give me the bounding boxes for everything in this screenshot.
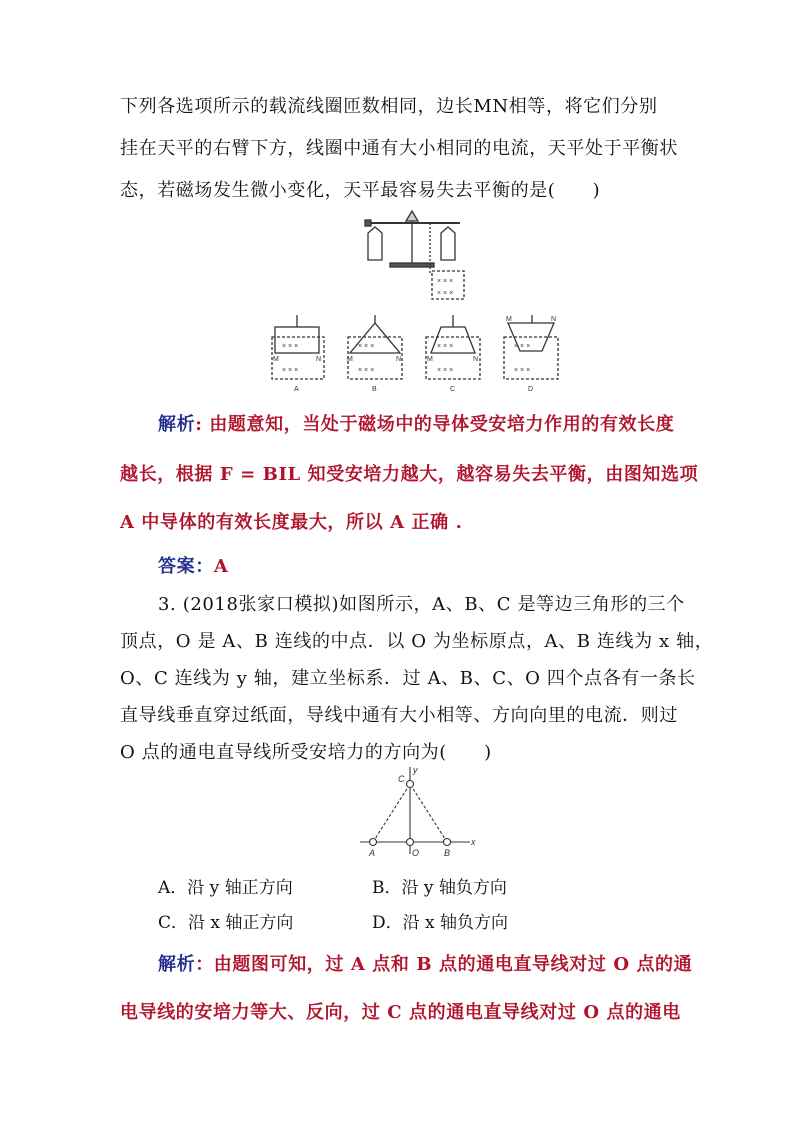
point-a-label: A — [369, 848, 376, 858]
svg-text:N: N — [473, 356, 479, 363]
point-c-label: C — [398, 774, 405, 784]
option-d: D．沿 x 轴负方向 — [372, 913, 509, 933]
svg-text:× × ×: × × × — [437, 343, 454, 350]
triangle-figure — [355, 762, 485, 862]
q3-line-3: O、C 连线为 y 轴，建立坐标系．过 A、B、C、O 四个点各有一条长 — [120, 668, 696, 689]
y-axis-label: y — [413, 765, 418, 775]
sol2-line-3: A 中导体的有效长度最大，所以 A 正确 . — [120, 512, 463, 533]
svg-text:× × ×: × × × — [282, 343, 299, 350]
balance-figure — [270, 205, 557, 405]
q2-line-2: 挂在天平的右臂下方，线圈中通有大小相同的电流，天平处于平衡状 — [120, 138, 678, 159]
svg-text:× × ×: × × × — [437, 278, 454, 285]
option-c-label: C — [450, 386, 456, 393]
x-axis-label: x — [471, 837, 476, 847]
svg-text:× × ×: × × × — [282, 367, 299, 374]
solution-label: 解析 — [158, 414, 196, 435]
svg-text:× × ×: × × × — [358, 367, 375, 374]
svg-text:N: N — [551, 316, 557, 323]
sol3-line-1: 解析：由题图可知，过 A 点和 B 点的通电直导线对过 O 点的通 — [158, 954, 693, 975]
svg-text:N: N — [396, 356, 402, 363]
svg-text:M: M — [427, 356, 433, 363]
q2-line-1: 下列各选项所示的载流线圈匝数相同，边长MN相等，将它们分别 — [120, 96, 658, 117]
q2-line-3: 态，若磁场发生微小变化，天平最容易失去平衡的是( ) — [120, 180, 601, 201]
sol2-line-2: 越长，根据 F = BIL 知受安培力越大，越容易失去平衡，由图知选项 — [120, 464, 699, 485]
answer-label: 答案： — [158, 556, 214, 577]
option-b: B．沿 y 轴负方向 — [372, 878, 507, 898]
svg-text:× × ×: × × × — [437, 290, 454, 297]
svg-text:× × ×: × × × — [437, 367, 454, 374]
answer-line — [158, 552, 228, 578]
solution-label-2: 解析 — [158, 954, 196, 975]
svg-text:M: M — [347, 356, 353, 363]
option-a-label: A — [294, 386, 299, 393]
svg-text:× × ×: × × × — [514, 343, 531, 350]
point-o-label: O — [412, 848, 420, 858]
answer-value: A — [213, 556, 229, 577]
svg-text:× × ×: × × × — [514, 367, 531, 374]
q3-line-2: 顶点，O 是 A、B 连线的中点．以 O 为坐标原点，A、B 连线为 x 轴， — [120, 631, 714, 652]
q3-line-4: 直导线垂直穿过纸面，导线中通有大小相等、方向向里的电流．则过 — [120, 705, 678, 726]
sol3-line-2: 电导线的安培力等大、反向，过 C 点的通电直导线对过 O 点的通电 — [120, 1002, 681, 1023]
option-d-label: D — [528, 386, 534, 393]
svg-text:× × ×: × × × — [358, 343, 375, 350]
point-b-label: B — [444, 848, 451, 858]
sol2-line-1: 解析: 由题意知，当处于磁场中的导体受安培力作用的有效长度 — [158, 414, 675, 435]
label-m-a: M — [273, 356, 279, 363]
svg-text:M: M — [506, 316, 512, 323]
q3-line-1: 3. (2018张家口模拟)如图所示，A、B、C 是等边三角形的三个 — [158, 594, 685, 615]
label-n-a: N — [316, 356, 322, 363]
option-a: A．沿 y 轴正方向 — [158, 878, 293, 898]
option-b-label: B — [372, 386, 377, 393]
q3-line-5: O 点的通电直导线所受安培力的方向为( ) — [120, 742, 492, 763]
option-c: C．沿 x 轴正方向 — [158, 913, 294, 933]
